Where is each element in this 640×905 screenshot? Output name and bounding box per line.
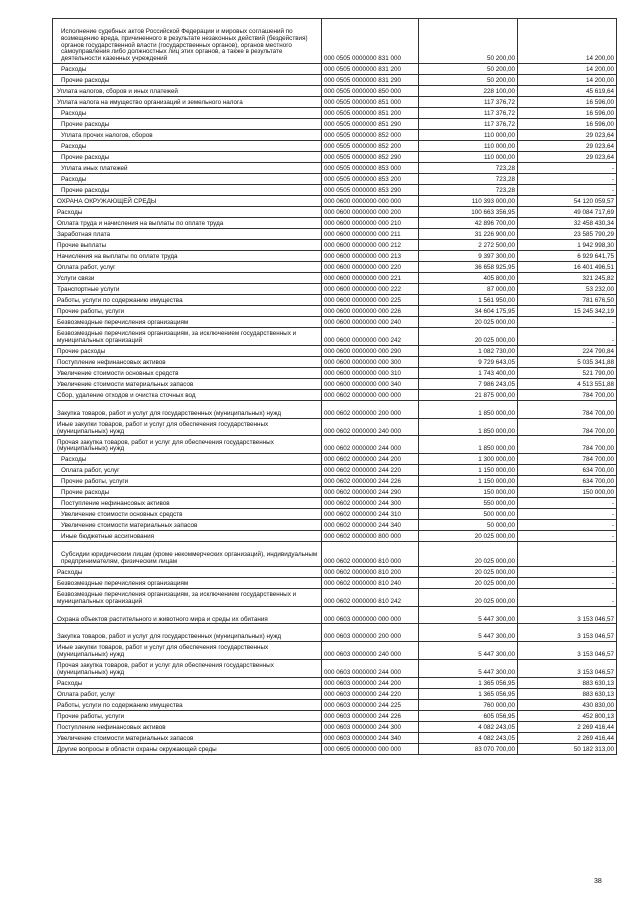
row-code-cell: 000 0603 0000000 200 000 bbox=[322, 624, 419, 642]
row-approved-cell: 20 025 000,00 bbox=[419, 577, 518, 588]
row-name-cell: Расходы bbox=[53, 454, 322, 465]
row-executed-cell: - bbox=[518, 577, 617, 588]
table-row bbox=[53, 436, 617, 454]
row-executed-cell: 784 700,00 bbox=[518, 389, 617, 400]
row-approved-cell: 500 000,00 bbox=[419, 509, 518, 520]
row-name-cell: Иные закупки товаров, работ и услуг для обеспечения государственных (муниципальных) нужд bbox=[53, 642, 322, 660]
row-approved-cell: 50 200,00 bbox=[419, 64, 518, 75]
row-code-cell: 000 0603 0000000 244 226 bbox=[322, 710, 419, 721]
row-executed-cell: 54 120 059,57 bbox=[518, 196, 617, 207]
row-name-cell: Безвозмездные перечисления организациям, за исключением государственных и муниципальных организаций bbox=[53, 328, 322, 346]
row-executed-cell: 14 200,00 bbox=[518, 19, 617, 64]
row-name-cell: Увеличение стоимости материальных запасов bbox=[53, 520, 322, 531]
row-name-cell: Поступление нефинансовых активов bbox=[53, 498, 322, 509]
row-approved-cell: 117 376,72 bbox=[419, 119, 518, 130]
row-executed-cell: 50 182 313,00 bbox=[518, 743, 617, 754]
row-name-cell: Субсидии юридическим лицам (кроме некоммерческих организаций), индивидуальным предпринимателям, физическим лицам bbox=[53, 542, 322, 567]
table-row bbox=[53, 174, 617, 185]
row-executed-cell: 23 585 790,29 bbox=[518, 229, 617, 240]
row-approved-cell: 1 850 000,00 bbox=[419, 436, 518, 454]
table-row bbox=[53, 19, 617, 64]
row-executed-cell: - bbox=[518, 566, 617, 577]
row-code-cell: 000 0505 0000000 853 000 bbox=[322, 163, 419, 174]
row-code-cell: 000 0602 0000000 244 226 bbox=[322, 476, 419, 487]
table-row bbox=[53, 487, 617, 498]
table-row bbox=[53, 240, 617, 251]
row-code-cell: 000 0600 0000000 000 221 bbox=[322, 273, 419, 284]
table-row bbox=[53, 284, 617, 295]
table-row bbox=[53, 295, 617, 306]
table-row bbox=[53, 520, 617, 531]
row-approved-cell: 50 000,00 bbox=[419, 520, 518, 531]
row-code-cell: 000 0505 0000000 851 290 bbox=[322, 119, 419, 130]
row-name-cell: Сбор, удаление отходов и очистка сточных вод bbox=[53, 389, 322, 400]
row-code-cell: 000 0505 0000000 831 200 bbox=[322, 64, 419, 75]
table-row bbox=[53, 207, 617, 218]
table-row bbox=[53, 659, 617, 677]
row-name-cell: Увеличение стоимости основных средств bbox=[53, 367, 322, 378]
table-row bbox=[53, 542, 617, 567]
row-executed-cell: 1 942 998,30 bbox=[518, 240, 617, 251]
row-name-cell: Увеличение стоимости материальных запасов bbox=[53, 732, 322, 743]
row-name-cell: Прочие выплаты bbox=[53, 240, 322, 251]
row-approved-cell: 2 272 500,00 bbox=[419, 240, 518, 251]
row-code-cell: 000 0600 0000000 000 226 bbox=[322, 306, 419, 317]
row-code-cell: 000 0505 0000000 853 290 bbox=[322, 185, 419, 196]
row-code-cell: 000 0602 0000000 810 240 bbox=[322, 577, 419, 588]
table-row bbox=[53, 317, 617, 328]
row-name-cell: Прочая закупка товаров, работ и услуг для обеспечения государственных (муниципальных) нужд bbox=[53, 659, 322, 677]
row-approved-cell: 760 000,00 bbox=[419, 699, 518, 710]
row-executed-cell: - bbox=[518, 520, 617, 531]
row-name-cell: Прочие расходы bbox=[53, 345, 322, 356]
row-code-cell: 000 0600 0000000 000 211 bbox=[322, 229, 419, 240]
row-executed-cell: 3 153 046,57 bbox=[518, 624, 617, 642]
row-name-cell: Прочие расходы bbox=[53, 487, 322, 498]
row-executed-cell: - bbox=[518, 163, 617, 174]
row-executed-cell: 14 200,00 bbox=[518, 64, 617, 75]
budget-execution-table bbox=[52, 18, 617, 755]
row-name-cell: Прочие расходы bbox=[53, 119, 322, 130]
table-row bbox=[53, 367, 617, 378]
row-approved-cell: 9 729 643,05 bbox=[419, 356, 518, 367]
row-approved-cell: 5 447 300,00 bbox=[419, 642, 518, 660]
row-code-cell: 000 0603 0000000 244 340 bbox=[322, 732, 419, 743]
row-approved-cell: 117 376,72 bbox=[419, 97, 518, 108]
row-code-cell: 000 0602 0000000 244 220 bbox=[322, 465, 419, 476]
row-name-cell: Прочие расходы bbox=[53, 152, 322, 163]
row-code-cell: 000 0602 0000000 244 300 bbox=[322, 498, 419, 509]
row-executed-cell: 15 245 342,19 bbox=[518, 306, 617, 317]
row-code-cell: 000 0600 0000000 000 222 bbox=[322, 284, 419, 295]
table-row bbox=[53, 378, 617, 389]
row-approved-cell: 20 025 000,00 bbox=[419, 317, 518, 328]
row-approved-cell: 1 365 056,95 bbox=[419, 677, 518, 688]
table-row bbox=[53, 262, 617, 273]
row-name-cell: Транспортные услуги bbox=[53, 284, 322, 295]
row-executed-cell: 16 596,00 bbox=[518, 97, 617, 108]
row-executed-cell: 224 790,84 bbox=[518, 345, 617, 356]
table-row bbox=[53, 389, 617, 400]
row-code-cell: 000 0602 0000000 810 200 bbox=[322, 566, 419, 577]
row-code-cell: 000 0600 0000000 000 000 bbox=[322, 196, 419, 207]
row-name-cell: Исполнение судебных актов Российской Федерации и мировых соглашений по возмещению вреда, причиненного в результате незаконных действий (бездействия) органов государственной власти (государственных органов), органов местного самоуправления либо должностных лиц этих органов, а также в результате деятельности казенных учреждений bbox=[53, 19, 322, 64]
row-code-cell: 000 0603 0000000 240 000 bbox=[322, 642, 419, 660]
row-name-cell: Охрана объектов растительного и животного мира и среды их обитания bbox=[53, 606, 322, 624]
row-executed-cell: 3 153 046,57 bbox=[518, 642, 617, 660]
row-executed-cell: 6 929 641,75 bbox=[518, 251, 617, 262]
table-row bbox=[53, 273, 617, 284]
row-code-cell: 000 0600 0000000 000 212 bbox=[322, 240, 419, 251]
row-name-cell: Прочие работы, услуги bbox=[53, 710, 322, 721]
row-executed-cell: - bbox=[518, 328, 617, 346]
row-executed-cell: - bbox=[518, 317, 617, 328]
row-executed-cell: - bbox=[518, 185, 617, 196]
row-code-cell: 000 0602 0000000 000 000 bbox=[322, 389, 419, 400]
row-name-cell: Уплата прочих налогов, сборов bbox=[53, 130, 322, 141]
table-row bbox=[53, 86, 617, 97]
row-name-cell: Расходы bbox=[53, 207, 322, 218]
row-executed-cell: 32 458 430,34 bbox=[518, 218, 617, 229]
row-name-cell: Безвозмездные перечисления организациям, за исключением государственных и муниципальных организаций bbox=[53, 588, 322, 606]
row-approved-cell: 42 896 700,00 bbox=[419, 218, 518, 229]
row-approved-cell: 1 082 730,00 bbox=[419, 345, 518, 356]
row-approved-cell: 31 226 900,00 bbox=[419, 229, 518, 240]
row-executed-cell: 2 269 416,44 bbox=[518, 732, 617, 743]
table-row bbox=[53, 606, 617, 624]
table-row bbox=[53, 721, 617, 732]
row-approved-cell: 1 365 056,95 bbox=[419, 688, 518, 699]
row-executed-cell: 3 153 046,57 bbox=[518, 659, 617, 677]
row-executed-cell: 3 153 046,57 bbox=[518, 606, 617, 624]
row-code-cell: 000 0600 0000000 000 242 bbox=[322, 328, 419, 346]
row-executed-cell: 150 000,00 bbox=[518, 487, 617, 498]
row-code-cell: 000 0600 0000000 000 220 bbox=[322, 262, 419, 273]
row-name-cell: Расходы bbox=[53, 677, 322, 688]
row-code-cell: 000 0602 0000000 800 000 bbox=[322, 531, 419, 542]
row-executed-cell: - bbox=[518, 509, 617, 520]
table-row bbox=[53, 345, 617, 356]
row-executed-cell: 883 630,13 bbox=[518, 688, 617, 699]
row-code-cell: 000 0505 0000000 853 200 bbox=[322, 174, 419, 185]
row-approved-cell: 605 056,95 bbox=[419, 710, 518, 721]
row-approved-cell: 110 000,00 bbox=[419, 130, 518, 141]
table-row bbox=[53, 163, 617, 174]
row-name-cell: Прочие работы, услуги bbox=[53, 306, 322, 317]
row-name-cell: Заработная плата bbox=[53, 229, 322, 240]
row-executed-cell: 784 700,00 bbox=[518, 436, 617, 454]
row-approved-cell: 1 561 950,00 bbox=[419, 295, 518, 306]
row-executed-cell: 53 232,00 bbox=[518, 284, 617, 295]
row-name-cell: Закупка товаров, работ и услуг для государственных (муниципальных) нужд bbox=[53, 624, 322, 642]
row-executed-cell: 4 513 551,88 bbox=[518, 378, 617, 389]
row-name-cell: Уплата иных платежей bbox=[53, 163, 322, 174]
row-code-cell: 000 0505 0000000 831 290 bbox=[322, 75, 419, 86]
row-code-cell: 000 0603 0000000 244 225 bbox=[322, 699, 419, 710]
row-code-cell: 000 0602 0000000 244 290 bbox=[322, 487, 419, 498]
row-executed-cell: - bbox=[518, 542, 617, 567]
row-name-cell: Расходы bbox=[53, 141, 322, 152]
row-approved-cell: 1 150 000,00 bbox=[419, 465, 518, 476]
row-name-cell: Работы, услуги по содержанию имущества bbox=[53, 699, 322, 710]
row-name-cell: Другие вопросы в области охраны окружающей среды bbox=[53, 743, 322, 754]
row-approved-cell: 1 850 000,00 bbox=[419, 400, 518, 418]
row-approved-cell: 4 082 243,05 bbox=[419, 732, 518, 743]
row-code-cell: 000 0605 0000000 000 000 bbox=[322, 743, 419, 754]
row-code-cell: 000 0603 0000000 000 000 bbox=[322, 606, 419, 624]
row-executed-cell: 634 700,00 bbox=[518, 476, 617, 487]
table-row bbox=[53, 624, 617, 642]
table-row bbox=[53, 119, 617, 130]
row-name-cell: Уплата налога на имущество организаций и земельного налога bbox=[53, 97, 322, 108]
row-name-cell: Оплата работ, услуг bbox=[53, 688, 322, 699]
table-row bbox=[53, 400, 617, 418]
row-approved-cell: 34 604 175,95 bbox=[419, 306, 518, 317]
table-row bbox=[53, 196, 617, 207]
table-row bbox=[53, 251, 617, 262]
row-approved-cell: 20 025 000,00 bbox=[419, 566, 518, 577]
row-name-cell: Уплата налогов, сборов и иных платежей bbox=[53, 86, 322, 97]
table-row bbox=[53, 328, 617, 346]
row-approved-cell: 5 447 300,00 bbox=[419, 606, 518, 624]
table-row bbox=[53, 108, 617, 119]
table-row bbox=[53, 677, 617, 688]
table-row bbox=[53, 476, 617, 487]
row-code-cell: 000 0505 0000000 850 000 bbox=[322, 86, 419, 97]
row-executed-cell: - bbox=[518, 588, 617, 606]
row-code-cell: 000 0600 0000000 000 200 bbox=[322, 207, 419, 218]
row-code-cell: 000 0602 0000000 200 000 bbox=[322, 400, 419, 418]
table-row bbox=[53, 454, 617, 465]
row-name-cell: Начисления на выплаты по оплате труда bbox=[53, 251, 322, 262]
row-approved-cell: 36 658 925,95 bbox=[419, 262, 518, 273]
row-code-cell: 000 0600 0000000 000 300 bbox=[322, 356, 419, 367]
table-row bbox=[53, 75, 617, 86]
row-executed-cell: 634 700,00 bbox=[518, 465, 617, 476]
row-approved-cell: 228 100,00 bbox=[419, 86, 518, 97]
table-row bbox=[53, 688, 617, 699]
row-approved-cell: 21 875 000,00 bbox=[419, 389, 518, 400]
row-executed-cell: 29 023,64 bbox=[518, 152, 617, 163]
row-approved-cell: 20 025 000,00 bbox=[419, 542, 518, 567]
table-row bbox=[53, 498, 617, 509]
row-code-cell: 000 0602 0000000 810 000 bbox=[322, 542, 419, 567]
row-code-cell: 000 0600 0000000 000 210 bbox=[322, 218, 419, 229]
row-name-cell: Иные закупки товаров, работ и услуг для обеспечения государственных (муниципальных) нужд bbox=[53, 418, 322, 436]
table-row bbox=[53, 465, 617, 476]
row-approved-cell: 110 393 000,00 bbox=[419, 196, 518, 207]
row-approved-cell: 7 986 243,05 bbox=[419, 378, 518, 389]
row-approved-cell: 723,28 bbox=[419, 174, 518, 185]
row-approved-cell: 117 376,72 bbox=[419, 108, 518, 119]
row-code-cell: 000 0602 0000000 244 310 bbox=[322, 509, 419, 520]
table-row bbox=[53, 229, 617, 240]
row-name-cell: Оплата работ, услуг bbox=[53, 465, 322, 476]
row-code-cell: 000 0505 0000000 852 290 bbox=[322, 152, 419, 163]
table-row bbox=[53, 356, 617, 367]
row-name-cell: ОХРАНА ОКРУЖАЮЩЕЙ СРЕДЫ bbox=[53, 196, 322, 207]
row-name-cell: Прочие работы, услуги bbox=[53, 476, 322, 487]
row-code-cell: 000 0603 0000000 244 200 bbox=[322, 677, 419, 688]
row-name-cell: Услуги связи bbox=[53, 273, 322, 284]
table-row bbox=[53, 64, 617, 75]
row-code-cell: 000 0600 0000000 000 225 bbox=[322, 295, 419, 306]
row-name-cell: Прочие расходы bbox=[53, 75, 322, 86]
row-approved-cell: 150 000,00 bbox=[419, 487, 518, 498]
row-code-cell: 000 0602 0000000 240 000 bbox=[322, 418, 419, 436]
row-approved-cell: 83 070 700,00 bbox=[419, 743, 518, 754]
table-row bbox=[53, 699, 617, 710]
row-executed-cell: - bbox=[518, 174, 617, 185]
row-approved-cell: 50 200,00 bbox=[419, 75, 518, 86]
row-approved-cell: 5 447 300,00 bbox=[419, 624, 518, 642]
row-approved-cell: 87 000,00 bbox=[419, 284, 518, 295]
row-name-cell: Прочие расходы bbox=[53, 185, 322, 196]
row-executed-cell: 45 619,64 bbox=[518, 86, 617, 97]
table-row bbox=[53, 732, 617, 743]
row-executed-cell: 452 800,13 bbox=[518, 710, 617, 721]
row-executed-cell: - bbox=[518, 498, 617, 509]
row-name-cell: Безвозмездные перечисления организациям bbox=[53, 317, 322, 328]
page-number: 38 bbox=[594, 878, 602, 885]
row-approved-cell: 550 000,00 bbox=[419, 498, 518, 509]
row-name-cell: Расходы bbox=[53, 566, 322, 577]
row-code-cell: 000 0602 0000000 244 000 bbox=[322, 436, 419, 454]
row-code-cell: 000 0505 0000000 851 000 bbox=[322, 97, 419, 108]
table-row bbox=[53, 509, 617, 520]
row-name-cell: Увеличение стоимости материальных запасов bbox=[53, 378, 322, 389]
row-approved-cell: 1 743 400,00 bbox=[419, 367, 518, 378]
row-name-cell: Расходы bbox=[53, 64, 322, 75]
table-row bbox=[53, 306, 617, 317]
row-code-cell: 000 0600 0000000 000 290 bbox=[322, 345, 419, 356]
row-executed-cell: 14 200,00 bbox=[518, 75, 617, 86]
row-name-cell: Иные бюджетные ассигнования bbox=[53, 531, 322, 542]
row-approved-cell: 5 447 300,00 bbox=[419, 659, 518, 677]
table-row bbox=[53, 642, 617, 660]
row-name-cell: Расходы bbox=[53, 108, 322, 119]
row-name-cell: Увеличение стоимости основных средств bbox=[53, 509, 322, 520]
row-approved-cell: 1 850 000,00 bbox=[419, 418, 518, 436]
row-code-cell: 000 0602 0000000 244 200 bbox=[322, 454, 419, 465]
row-approved-cell: 9 397 300,00 bbox=[419, 251, 518, 262]
row-executed-cell: 883 630,13 bbox=[518, 677, 617, 688]
row-approved-cell: 50 200,00 bbox=[419, 19, 518, 64]
row-executed-cell: 5 035 341,88 bbox=[518, 356, 617, 367]
row-code-cell: 000 0505 0000000 851 200 bbox=[322, 108, 419, 119]
row-approved-cell: 1 150 000,00 bbox=[419, 476, 518, 487]
table-row bbox=[53, 97, 617, 108]
row-executed-cell: 29 023,64 bbox=[518, 141, 617, 152]
row-approved-cell: 405 800,00 bbox=[419, 273, 518, 284]
table-row bbox=[53, 218, 617, 229]
row-code-cell: 000 0603 0000000 244 300 bbox=[322, 721, 419, 732]
row-code-cell: 000 0505 0000000 852 000 bbox=[322, 130, 419, 141]
row-approved-cell: 20 025 000,00 bbox=[419, 531, 518, 542]
row-name-cell: Безвозмездные перечисления организациям bbox=[53, 577, 322, 588]
row-code-cell: 000 0603 0000000 244 000 bbox=[322, 659, 419, 677]
row-name-cell: Работы, услуги по содержанию имущества bbox=[53, 295, 322, 306]
row-code-cell: 000 0600 0000000 000 213 bbox=[322, 251, 419, 262]
row-name-cell: Прочая закупка товаров, работ и услуг для обеспечения государственных (муниципальных) нужд bbox=[53, 436, 322, 454]
row-name-cell: Расходы bbox=[53, 174, 322, 185]
table-row bbox=[53, 566, 617, 577]
table-row bbox=[53, 588, 617, 606]
row-approved-cell: 723,28 bbox=[419, 163, 518, 174]
row-executed-cell: 784 700,00 bbox=[518, 418, 617, 436]
row-executed-cell: 784 700,00 bbox=[518, 454, 617, 465]
row-executed-cell: 16 596,00 bbox=[518, 108, 617, 119]
row-executed-cell: 29 023,64 bbox=[518, 130, 617, 141]
row-code-cell: 000 0602 0000000 810 242 bbox=[322, 588, 419, 606]
row-name-cell: Оплата работ, услуг bbox=[53, 262, 322, 273]
row-code-cell: 000 0600 0000000 000 340 bbox=[322, 378, 419, 389]
row-approved-cell: 110 000,00 bbox=[419, 141, 518, 152]
table-row bbox=[53, 130, 617, 141]
table-row bbox=[53, 185, 617, 196]
row-name-cell: Оплата труда и начисления на выплаты по оплате труда bbox=[53, 218, 322, 229]
row-name-cell: Поступление нефинансовых активов bbox=[53, 356, 322, 367]
row-approved-cell: 1 300 000,00 bbox=[419, 454, 518, 465]
row-approved-cell: 110 000,00 bbox=[419, 152, 518, 163]
table-row bbox=[53, 152, 617, 163]
row-executed-cell: 321 245,82 bbox=[518, 273, 617, 284]
row-executed-cell: 16 596,00 bbox=[518, 119, 617, 130]
row-approved-cell: 20 025 000,00 bbox=[419, 328, 518, 346]
row-approved-cell: 20 025 000,00 bbox=[419, 588, 518, 606]
table-row bbox=[53, 531, 617, 542]
row-executed-cell: 2 269 416,44 bbox=[518, 721, 617, 732]
row-code-cell: 000 0600 0000000 000 310 bbox=[322, 367, 419, 378]
table-body bbox=[53, 19, 617, 755]
row-approved-cell: 4 082 243,05 bbox=[419, 721, 518, 732]
row-executed-cell: 521 790,00 bbox=[518, 367, 617, 378]
row-code-cell: 000 0505 0000000 831 000 bbox=[322, 19, 419, 64]
row-executed-cell: 16 401 496,51 bbox=[518, 262, 617, 273]
row-executed-cell: 784 700,00 bbox=[518, 400, 617, 418]
row-executed-cell: 781 676,50 bbox=[518, 295, 617, 306]
row-executed-cell: 49 084 717,69 bbox=[518, 207, 617, 218]
row-name-cell: Закупка товаров, работ и услуг для государственных (муниципальных) нужд bbox=[53, 400, 322, 418]
row-code-cell: 000 0603 0000000 244 220 bbox=[322, 688, 419, 699]
table-row bbox=[53, 141, 617, 152]
table-row bbox=[53, 743, 617, 754]
table-row bbox=[53, 418, 617, 436]
row-executed-cell: - bbox=[518, 531, 617, 542]
row-name-cell: Поступление нефинансовых активов bbox=[53, 721, 322, 732]
row-executed-cell: 430 830,00 bbox=[518, 699, 617, 710]
row-approved-cell: 100 663 356,95 bbox=[419, 207, 518, 218]
row-code-cell: 000 0602 0000000 244 340 bbox=[322, 520, 419, 531]
table-row bbox=[53, 577, 617, 588]
row-code-cell: 000 0600 0000000 000 240 bbox=[322, 317, 419, 328]
row-approved-cell: 723,28 bbox=[419, 185, 518, 196]
table-row bbox=[53, 710, 617, 721]
row-code-cell: 000 0505 0000000 852 200 bbox=[322, 141, 419, 152]
